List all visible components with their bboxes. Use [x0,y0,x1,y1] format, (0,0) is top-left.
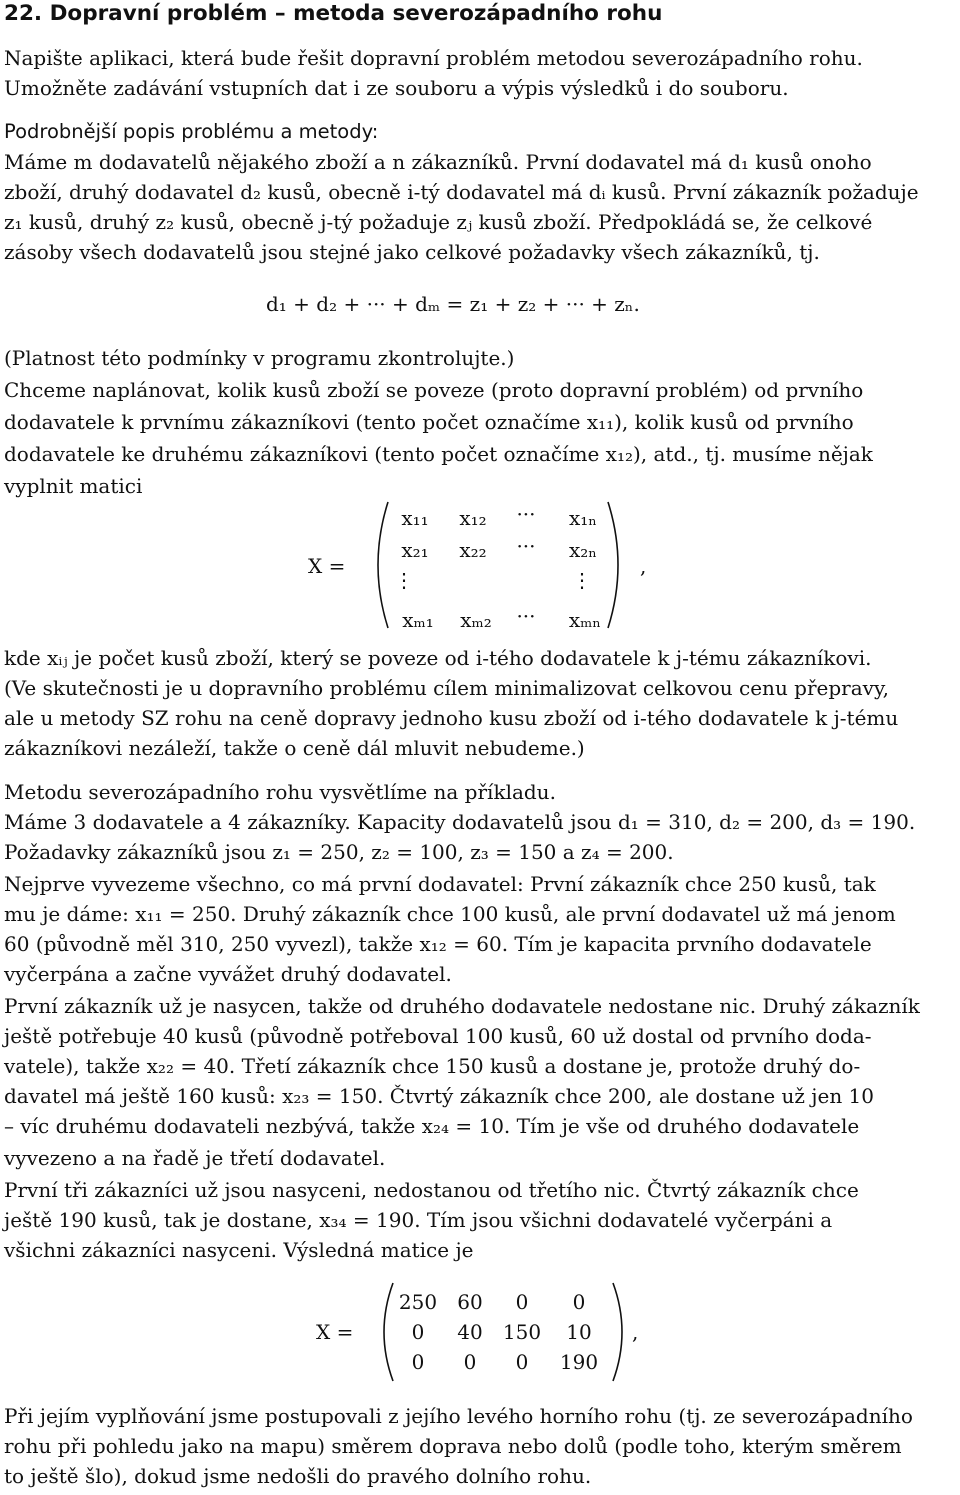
check-note: (Platnost této podmínky v programu zkontrolujte.) [4,346,515,370]
example-line: 60 (původně měl 310, 250 vyvezl), takže x₁₂ = 60. Tím je kapacita prvního dodavatele [4,932,872,956]
conclusion-line: rohu při pohledu jako na mapu) směrem doprava nebo dolů (podle toho, kterým směrem [4,1434,902,1458]
matrix-cell: 60 [457,1290,483,1314]
matrix-cell: ··· [516,604,536,628]
example-line: vatele), takže x₂₂ = 40. Třetí zákazník chce 150 kusů a dostane je, protože druhý do- [4,1054,861,1078]
matrix-cell: xₘ₁ [402,608,434,632]
subheading: Podrobnější popis problému a metody: [4,120,379,143]
matrix-cell: 0 [515,1290,529,1314]
example-line: vyčerpána a začne vyvážet druhý dodavatel. [4,962,452,986]
intro-line: Napište aplikaci, která bude řešit dopravní problém metodou severozápadního rohu. [4,46,863,70]
description-line: z₁ kusů, druhý z₂ kusů, obecně j-tý požaduje zⱼ kusů zboží. Předpokládá se, že celkové [4,210,873,234]
matrix-cell: x₂₁ [401,538,429,562]
matrix-cell: 40 [457,1320,483,1344]
matrix-cell: ··· [516,502,536,526]
example-line: vyvezeno a na řadě je třetí dodavatel. [4,1146,386,1170]
description-line: Máme m dodavatelů nějakého zboží a n zákazníků. První dodavatel má d₁ kusů onoho [4,150,872,174]
example-line: Požadavky zákazníků jsou z₁ = 250, z₂ = 100, z₃ = 150 a z₄ = 200. [4,840,674,864]
matrix-cell: xₘₙ [568,608,602,632]
explanation-line: (Ve skutečnosti je u dopravního problému cílem minimalizovat celkovou cenu přepravy, [4,676,889,700]
plan-line: dodavatele ke druhému zákazníkovi (tento počet označíme x₁₂), atd., tj. musíme nějak [4,442,873,466]
matrix-vdots: ⋮ [394,568,414,592]
conclusion-line: Při jejím vyplňování jsme postupovali z jejího levého horního rohu (tj. ze severozápadního [4,1404,913,1428]
matrix-cell: 0 [411,1320,425,1344]
matrix-cell: 10 [566,1320,592,1344]
example-line: mu je dáme: x₁₁ = 250. Druhý zákazník chce 100 kusů, ale první dodavatel už má jenom [4,902,896,926]
example-line: – víc druhému dodavateli nezbývá, takže x₂₄ = 10. Tím je vše od druhého dodavatele [4,1114,860,1138]
matrix-cell: x₁ₙ [569,506,597,530]
example-line: ještě potřebuje 40 kusů (původně potřeboval 100 kusů, 60 už dostal od prvního doda- [4,1024,872,1048]
explanation-line: zákazníkovi nezáleží, takže o ceně dál mluvit nebudeme.) [4,736,585,760]
explanation-line: kde xᵢⱼ je počet kusů zboží, který se poveze od i-tého dodavatele k j-tému zákazníkovi. [4,646,872,670]
matrix-vdots: ⋮ [572,568,592,592]
matrix-cell: x₁₁ [401,506,429,530]
description-line: zásoby všech dodavatelů jsou stejné jako celkové požadavky všech zákazníků, tj. [4,240,820,264]
matrix-cell: 150 [502,1320,542,1344]
matrix-cell: x₂ₙ [569,538,597,562]
matrix-cell: 0 [463,1350,477,1374]
matrix-lhs: X = [308,554,346,578]
matrix-cell: 0 [515,1350,529,1374]
example-line: První zákazník už je nasycen, takže od druhého dodavatele nedostane nic. Druhý zákazník [4,994,920,1018]
matrix-cell: ··· [516,534,536,558]
section-heading: 22. Dopravní problém – metoda severozápadního rohu [4,1,663,26]
example-line: Metodu severozápadního rohu vysvětlíme na příkladu. [4,780,556,804]
matrix-cell: x₂₂ [459,538,487,562]
conclusion-line: to ještě šlo), dokud jsme nedošli do pravého dolního rohu. [4,1464,592,1488]
plan-line: vyplnit matici [4,474,143,498]
explanation-line: ale u metody SZ rohu na ceně dopravy jednoho kusu zboží od i-tého dodavatele k j-tému [4,706,899,730]
matrix-cell: 250 [398,1290,438,1314]
example-line: ještě 190 kusů, tak je dostane, x₃₄ = 190. Tím jsou všichni dodavatelé vyčerpáni a [4,1208,833,1232]
matrix-trail: , [632,1320,639,1344]
matrix-trail: , [640,554,647,578]
description-line: zboží, druhý dodavatel d₂ kusů, obecně i-tý dodavatel má dᵢ kusů. První zákazník požaduje [4,180,919,204]
intro-line: Umožněte zadávání vstupních dat i ze souboru a výpis výsledků i do souboru. [4,76,789,100]
matrix-lhs: X = [316,1320,354,1344]
plan-line: dodavatele k prvnímu zákazníkovi (tento počet označíme x₁₁), kolik kusů od prvního [4,410,854,434]
balance-equation: d₁ + d₂ + ··· + dₘ = z₁ + z₂ + ··· + zₙ. [266,292,640,316]
matrix-cell: x₁₂ [459,506,487,530]
matrix-cell: 190 [559,1350,599,1374]
plan-line: Chceme naplánovat, kolik kusů zboží se poveze (proto dopravní problém) od prvního [4,378,864,402]
example-line: Máme 3 dodavatele a 4 zákazníky. Kapacity dodavatelů jsou d₁ = 310, d₂ = 200, d₃ = 190. [4,810,916,834]
example-line: všichni zákazníci nasyceni. Výsledná matice je [4,1238,474,1262]
matrix-cell: xₘ₂ [460,608,492,632]
example-line: davatel má ještě 160 kusů: x₂₃ = 150. Čtvrtý zákazník chce 200, ale dostane už jen 10 [4,1084,875,1108]
example-line: Nejprve vyvezeme všechno, co má první dodavatel: První zákazník chce 250 kusů, tak [4,872,876,896]
matrix-cell: 0 [411,1350,425,1374]
example-line: První tři zákazníci už jsou nasyceni, nedostanou od třetího nic. Čtvrtý zákazník chce [4,1178,859,1202]
matrix-cell: 0 [572,1290,586,1314]
